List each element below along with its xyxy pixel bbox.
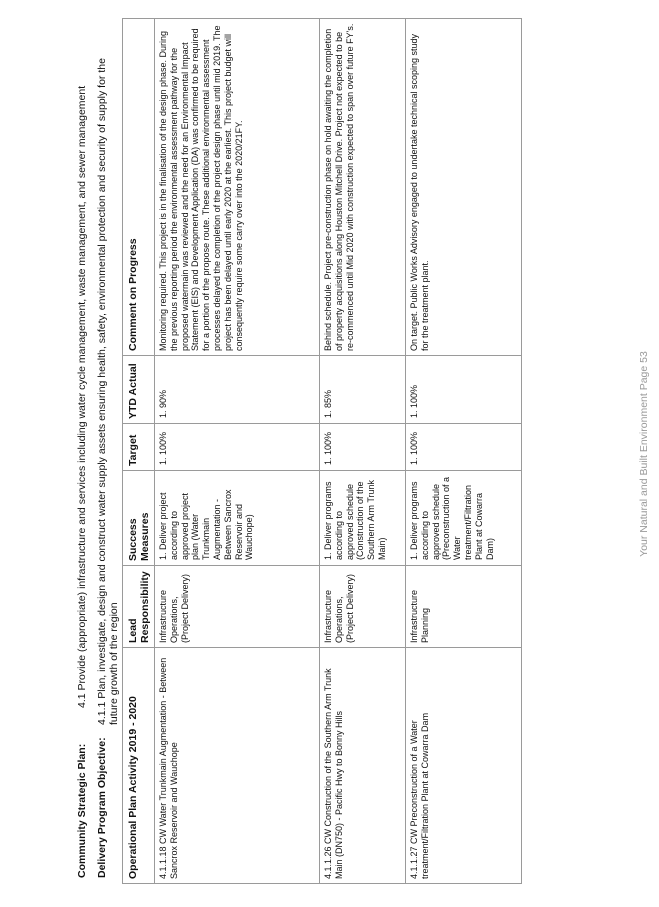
community-strategic-plan [76,86,88,878]
cell-activity: 4.1.1.27 CW Preconstruction of a Water treatment/Filtration Plant at Cowarra Dam [406,648,522,884]
csp-label: Community Strategic Plan: [76,743,88,878]
rotated-page [12,12,622,892]
page-footer [637,18,651,890]
cell-measure: 1. Deliver programs according to approved schedule (Construction of the Southern Arm Trunk Main) [320,471,406,566]
csp-value: 4.1 Provide (appropriate) infrastructure and services including water cycle management, waste management, and sewer management [76,85,88,708]
col-header-measures: Success Measures [123,471,155,566]
operational-plan-table [122,18,522,884]
delivery-program-objective [96,35,120,878]
cell-comment: Monitoring required. This project is in the finalisation of the design phase. During the previous reporting period the environmental assessment pathway for the proposed watermain was reviewed and the need for an Environmental Impact Statement (EIS) and Development Application (DA) was confirmed to be required for a portion of the propose route. These additional environmental assessment processes delayed the completion of the project design phase until mid 2019. The project has been delayed until early 2020 at the earliest. This project budget will consequently require some carry over into the 2020/21FY. [155,19,320,356]
col-header-activity: Operational Plan Activity 2019 - 2020 [123,648,155,884]
cell-comment: Behind schedule. Project pre-construction phase on hold awaiting the completion of property acquisitions along Houston Mitchell Drive. Project not expected to be re-commenced until Mid 2020 with construction expected to span over future FY's. [320,19,406,356]
dpo-label: Delivery Program Objective: [96,737,108,878]
page-footer-text: Your Natural and Built Environment Page 53 [638,351,650,557]
table-row [320,19,406,884]
cell-target: 1. 100% [406,424,522,471]
table-header-row [123,19,155,884]
cell-target: 1. 100% [155,424,320,471]
cell-ytd: 1. 90% [155,356,320,424]
cell-lead: Infrastructure Operations, (Project Delivery) [320,566,406,648]
table-row [155,19,320,884]
cell-activity: 4.1.1.26 CW Construction of the Southern Arm Trunk Main (DN750) - Pacific Hwy to Bonny Hills [320,648,406,884]
cell-comment: On target. Public Works Advisory engaged to undertake technical scoping study for the treatment plant. [406,19,522,356]
col-header-ytd: YTD Actual [123,356,155,424]
cell-target: 1. 100% [320,424,406,471]
table-row [406,19,522,884]
cell-activity: 4.1.1.18 CW Water Trunkmain Augmentation - Between Sancrox Reservoir and Wauchope [155,648,320,884]
cell-lead: Infrastructure Operations, (Project Delivery) [155,566,320,648]
cell-measure: 1. Deliver project according to approved project plan (Water Trunkmain Augmentation - Between Sancrox Reservoir and Wauchope) [155,471,320,566]
cell-lead: Infrastructure Planning [406,566,522,648]
cell-ytd: 1. 85% [320,356,406,424]
col-header-target: Target [123,424,155,471]
col-header-comment: Comment on Progress [123,19,155,356]
cell-ytd: 1. 100% [406,356,522,424]
dpo-value: 4.1.1 Plan, investigate, design and construct water supply assets ensuring health, safety, environmental protection and security of supply for the future growth of the region [96,58,120,725]
cell-measure: 1. Deliver programs according to approved schedule (Preconstruction of a Water treatment/Filtration Plant at Cowarra Dam) [406,471,522,566]
col-header-lead: Lead Responsibility [123,566,155,648]
